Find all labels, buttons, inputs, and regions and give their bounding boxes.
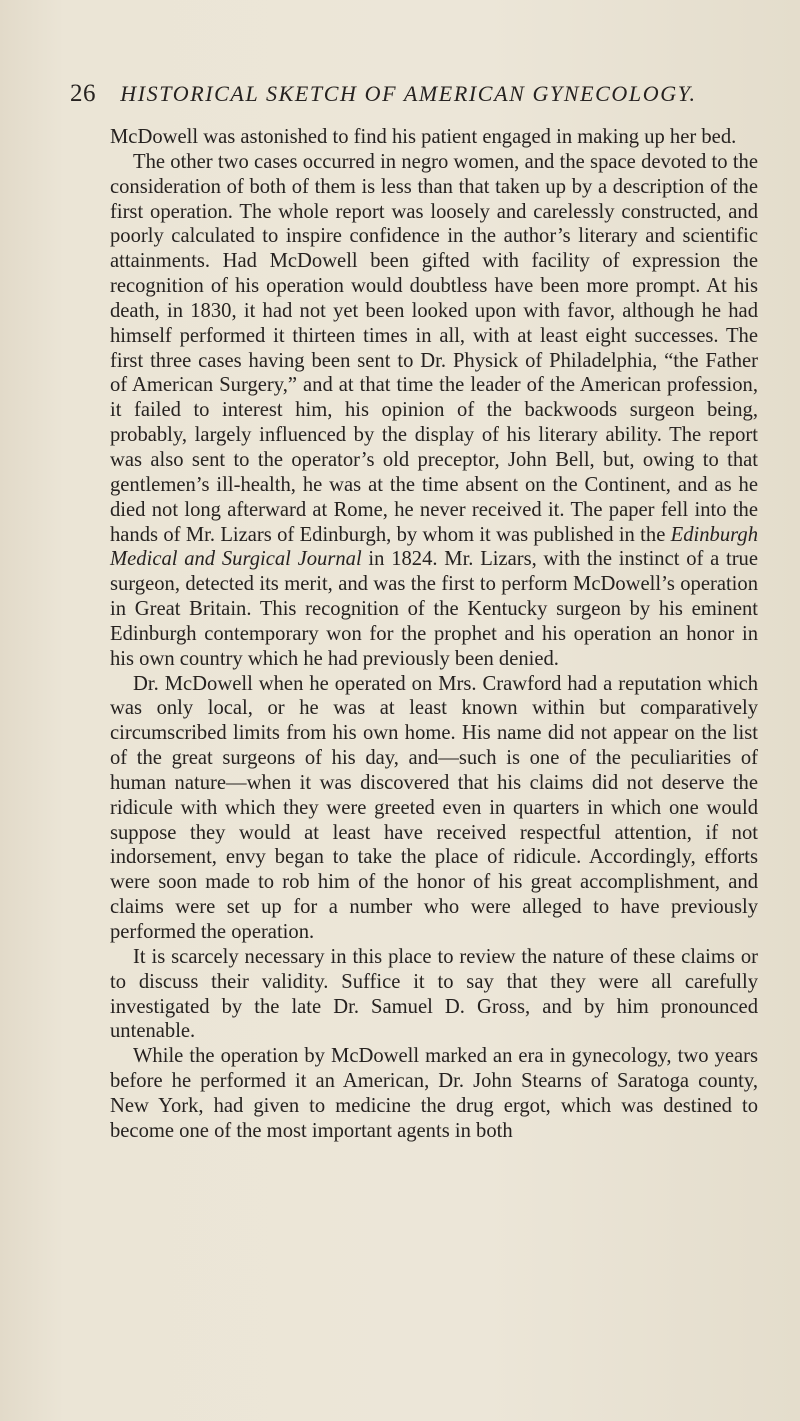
paragraph-4: It is scarcely necessary in this place to review the nature of these claims or to discuss their validity. Suffice it to say that they were all carefully investigated by the late Dr. Samuel D. Gross, and by him pronounced untenable. xyxy=(110,945,758,1043)
paragraph-5: While the operation by McDowell marked an era in gynecology, two years before he performed it an American, Dr. John Stearns of Saratoga county, New York, had given to medicine the drug ergot, which was destined to become one of the most important agents in both xyxy=(110,1045,758,1142)
journal-title: Edinburgh Medical and Surgical Journal xyxy=(110,523,758,571)
paragraph-3: Dr. McDowell when he operated on Mrs. Crawford had a reputation which was only local, or he was at least known within but comparatively circumscribed limits from his own home. His name did not appear on the list of the great surgeons of his day, and—such is one of the peculiarities of human nature—when it was discovered that his claims did not deserve the ridicule with which they were greeted even in quarters in which one would suppose they would at least have received respectful attention, if not indorsement, envy began to take the place of ridicule. Accordingly, efforts were soon made to rob him of the honor of his great accomplishment, and claims were set up for a number who were alleged to have previously performed the operation. xyxy=(110,672,758,943)
running-title: HISTORICAL SKETCH OF AMERICAN GYNECOLOGY. xyxy=(120,81,697,106)
paragraph-2-part-1: The other two cases occurred in negro women, and the space devoted to the consideration of both of them is less than that taken up by a description of the first operation. The whole report was loosely and carelessly constructed, and poorly calculated to inspire confidence in the author’s literary and scientific attainments. Had McDowell been gifted with facility of expression the recognition of his operation would doubtless have been more prompt. At his death, in 1830, it had not yet been looked upon with favor, although he had himself performed it thirteen times in all, with at least eight successes. The first three cases having been sent to Dr. Physick of Philadelphia, “the Father of American Surgery,” and at that time the leader of the American profession, it failed to interest him, his opinion of the backwoods surgeon being, probably, largely influenced by the display of his literary ability. The report was also sent to the operator’s old preceptor, John Bell, but, owing to that gentlemen’s ill-health, he was at the time absent on the Continent, and as he died not long afterward at Rome, he never received it. The paper fell into the hands of Mr. Lizars of Edinburgh, by whom it was published in the xyxy=(110,150,758,546)
paragraph-1: McDowell was astonished to find his patient engaged in making up her bed. xyxy=(110,126,737,148)
running-head xyxy=(70,80,730,112)
paragraph-2 xyxy=(110,150,758,672)
paragraph-2-part-2: in 1824. Mr. Lizars, with the instinct of a true surgeon, detected its merit, and was the first to perform McDowell’s operation in Great Britain. This recognition of the Kentucky surgeon by his eminent Edinburgh contemporary won for the prophet and his operation an honor in his own country which he had previously been denied. xyxy=(110,548,758,670)
body-text xyxy=(110,125,758,1144)
page-number: 26 xyxy=(70,80,96,107)
